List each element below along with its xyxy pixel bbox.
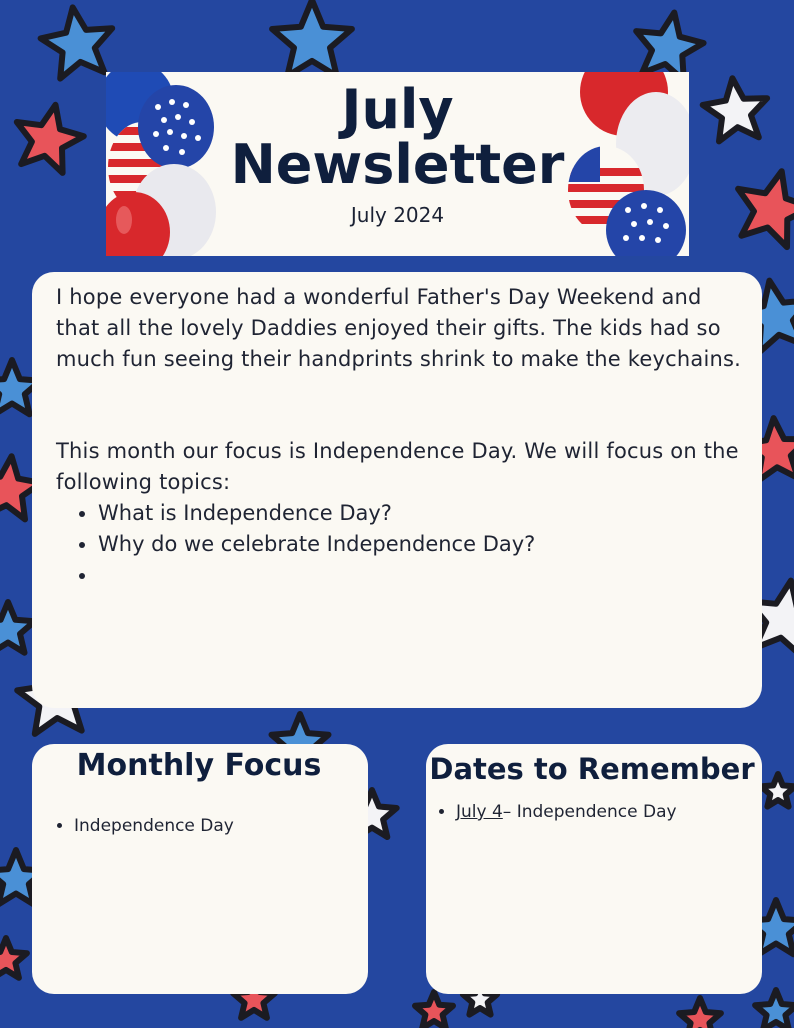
date-event: Independence Day [516, 802, 677, 822]
star-icon [703, 78, 767, 141]
newsletter-date: July 2024 [350, 203, 445, 227]
dates-title: Dates to Remember [429, 752, 755, 786]
date-separator: – [502, 802, 517, 822]
date-label: July 4 [456, 802, 503, 822]
star-icon [272, 0, 352, 76]
star-icon [755, 990, 794, 1028]
star-icon [415, 992, 453, 1028]
list-item: • Independence Day [74, 814, 234, 838]
star-icon [0, 938, 27, 978]
newsletter-title [106, 78, 689, 196]
title-line-2: Newsletter [230, 133, 565, 196]
topics-list [74, 498, 535, 591]
star-icon [0, 602, 35, 653]
dates-card [426, 744, 762, 994]
monthly-focus-card [32, 744, 368, 994]
star-icon [17, 105, 84, 173]
star-icon [738, 171, 794, 247]
intro-card [32, 272, 762, 708]
list-item: • Why do we celebrate Independence Day? [98, 529, 535, 560]
dates-list [436, 800, 677, 824]
intro-paragraph-2: This month our focus is Independence Day. We will focus on the following topics: [56, 439, 739, 494]
monthly-focus-list [54, 814, 234, 838]
star-icon [679, 998, 721, 1028]
star-icon [636, 13, 703, 81]
intro-paragraph-1: I hope everyone had a wonderful Father's Day Weekend and that all the lovely Daddies enjoyed their gifts. The kids had so much fun seeing their handprints shrink to make the keychains. [56, 285, 742, 371]
list-item [98, 560, 535, 591]
star-icon [41, 7, 113, 78]
monthly-focus-title: Monthly Focus [76, 748, 322, 783]
list-item [456, 800, 677, 824]
header-banner [106, 72, 689, 256]
list-item: • What is Independence Day? [98, 498, 535, 529]
title-line-1: July [341, 78, 454, 141]
star-icon [761, 774, 794, 807]
